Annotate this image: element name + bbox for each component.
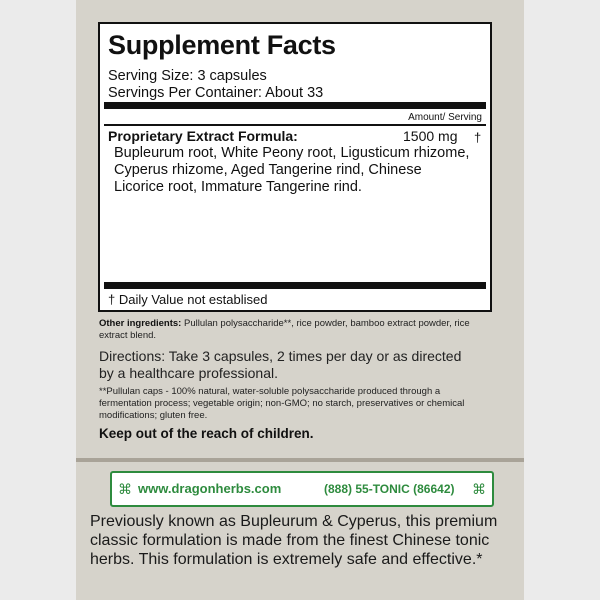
celtic-knot-icon: ⌘ bbox=[472, 481, 486, 497]
website-banner[interactable] bbox=[110, 471, 494, 507]
formula-amount: 1500 mg bbox=[403, 128, 458, 144]
servings-per-container: Servings Per Container: About 33 bbox=[108, 85, 324, 101]
celtic-knot-icon: ⌘ bbox=[118, 481, 132, 497]
ingredient-list: Bupleurum root, White Peony root, Ligusticum rhizome, Cyperus rhizome, Aged Tangerine rind, Chinese Licorice root, Immature Tangerine rind. bbox=[114, 145, 470, 195]
product-description: Previously known as Bupleurum & Cyperus, this premium classic formulation is made from the finest Chinese tonic herbs. This formulation is extremely safe and effective.* bbox=[90, 513, 498, 568]
directions: Directions: Take 3 capsules, 2 times per day or as directed by a healthcare professional. bbox=[99, 348, 462, 381]
section-divider bbox=[76, 458, 524, 462]
warning-text: Keep out of the reach of children. bbox=[99, 426, 314, 441]
website-url[interactable]: www.dragonherbs.com bbox=[138, 481, 282, 496]
formula-dagger: † bbox=[474, 130, 482, 145]
serving-size: Serving Size: 3 capsules bbox=[108, 68, 267, 84]
other-ingredients-label: Other ingredients: bbox=[99, 318, 182, 329]
thick-divider bbox=[104, 102, 486, 109]
supplement-facts-box bbox=[98, 22, 492, 312]
other-ingredients bbox=[99, 318, 499, 342]
thick-divider-bottom bbox=[104, 282, 486, 289]
formula-name: Proprietary Extract Formula: bbox=[108, 128, 298, 144]
daily-value-note: † Daily Value not establised bbox=[108, 292, 268, 307]
other-ingredients-text: Pullulan polysaccharide**, rice powder, bamboo extract powder, rice extract blend. bbox=[99, 318, 470, 341]
phone-number: (888) 55-TONIC (86642) bbox=[324, 482, 455, 496]
facts-title: Supplement Facts bbox=[108, 30, 336, 60]
thin-divider bbox=[104, 124, 486, 126]
pullulan-note: **Pullulan caps - 100% natural, water-soluble polysaccharide produced through a fermentation process; vegetable origin; non-GMO; no starch, preservatives or chemical modifications; gluten free. bbox=[99, 386, 465, 421]
amount-per-serving-header: Amount/ Serving bbox=[408, 112, 482, 123]
